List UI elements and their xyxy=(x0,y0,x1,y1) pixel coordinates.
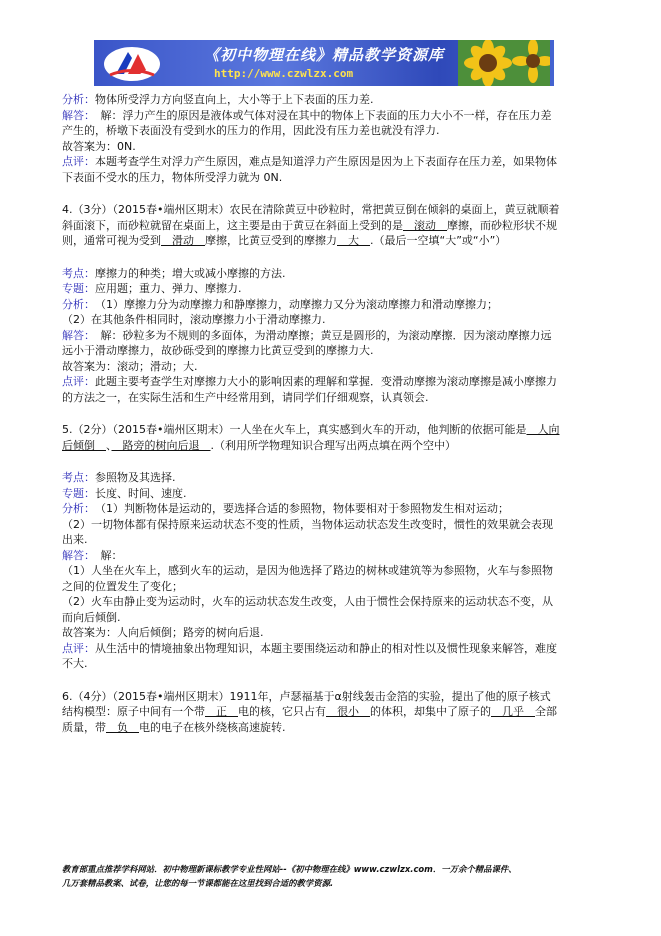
q5-solution-4: 而向后倾倒. xyxy=(62,610,121,624)
header-banner xyxy=(94,40,554,86)
q4-stem-2: 斜面滚下，而砂粒就留在桌面上，这主要是由于黄豆在斜面上受到的是 滚动 摩擦，而砂粒形状不规 xyxy=(62,218,557,232)
q5-comment-1: 点评：从生活中的情境抽象出物理知识，本题主要围绕运动和静止的相对性以及惯性现象来解答，难度 xyxy=(62,641,557,655)
q4-stem-1: 4.（3分）（2015春•端州区期末）农民在清除黄豆中砂粒时，常把黄豆倒在倾斜的桌面上，黄豆就顺着 xyxy=(62,203,560,216)
page-footer xyxy=(62,862,610,890)
q5-stem-1: 5.（2分）（2015春•端州区期末）一人坐在火车上，真实感到火车的开动，他判断的依据可能是 人向 xyxy=(62,423,560,436)
sunflower-icon xyxy=(458,40,550,86)
q6-blank-1: 正 xyxy=(205,705,238,718)
q5-solution-1: （1）人坐在火车上，感到火车的运动，是因为他选择了路边的树林或建筑等为参照物，火车与参照物 xyxy=(62,564,553,577)
q4-comment-1: 点评：此题主要考查学生对摩擦力大小的影响因素的理解和掌握．变滑动摩擦为滚动摩擦是减小摩擦力 xyxy=(62,375,557,388)
q5-solution-head: 解答： 解： xyxy=(62,548,123,562)
q5-solution-2: 之间的位置发生了变化； xyxy=(62,579,183,593)
q4-answer: 故答案为：滚动；滑动；大. xyxy=(62,359,198,373)
q5-analysis-1: 分析： （1）判断物体是运动的，要选择合适的参照物，物体要相对于参照物发生相对运动； xyxy=(62,502,509,515)
q3-comment-1: 点评：本题考查学生对浮力产生原因，难点是知道浮力产生原因是因为上下表面存在压力差，如果物体 xyxy=(62,155,557,168)
q5-stem-2: 后倾倒 、 路旁的树向后退 .（利用所学物理知识合理写出两点填在两个空中） xyxy=(62,438,456,452)
q5-kaodian: 考点：参照物及其选择. xyxy=(62,471,176,484)
q4-solution-1: 解答： 解：砂粒多为不规则的多面体，为滑动摩擦；黄豆是圆形的，为滚动摩擦．因为滚动摩擦力远 xyxy=(62,328,552,342)
q3-solution-1: 解答： 解：浮力产生的原因是液体或气体对浸在其中的物体上下表面的压力大小不一样，存在压力差 xyxy=(62,108,552,122)
q5-zhuanti: 专题：长度、时间、速度. xyxy=(62,486,187,500)
q6-blank-4: 负 xyxy=(106,720,139,734)
q5-analysis-3: 出来. xyxy=(62,533,88,546)
q5-blank-1a: 人向 xyxy=(526,423,560,436)
q3-answer: 故答案为：0N. xyxy=(62,139,136,153)
q5-solution-3: （2）火车由静止变为运动时，火车的运动状态发生改变，人由于惯性会保持原来的运动状态不变，从 xyxy=(62,595,553,608)
site-logo-icon xyxy=(102,44,162,84)
q4-zhuanti: 专题：应用题；重力、弹力、摩擦力. xyxy=(62,282,242,295)
q5-answer: 故答案为：人向后倾倒；路旁的树向后退. xyxy=(62,626,264,639)
q6-blank-2: 很小 xyxy=(326,705,370,718)
q4-blank-1: 滚动 xyxy=(403,218,447,232)
footer-line-2: 几万套精品教案、试卷，让您的每一节课都能在这里找到合适的教学资源. xyxy=(62,878,334,888)
q4-analysis-1: 分析： （1）摩擦力分为动摩擦力和静摩擦力，动摩擦力又分为滚动摩擦力和滑动摩擦力； xyxy=(62,297,498,311)
footer-line-1: 教育部重点推荐学科网站．初中物理新课标教学专业性网站--《初中物理在线》www.czwlzx.com．一万余个精品课件、 xyxy=(62,864,517,874)
q4-comment-2: 的方法之一，在实际生活和生产中经常用到，请同学们仔细观察，认真领会. xyxy=(62,390,429,404)
q5-comment-2: 不大. xyxy=(62,657,88,670)
q5-analysis-2: （2）一切物体都有保持原来运动状态不变的性质，当物体运动状态发生改变时，惯性的效果就会表现 xyxy=(62,517,553,531)
q6-stem-3: 质量，带 负 电的电子在核外绕核高速旋转. xyxy=(62,720,286,734)
q4-blank-2: 滑动 xyxy=(161,234,205,247)
q5-blank-1b: 后倾倒 xyxy=(62,438,106,452)
q6-stem-1: 6.（4分）（2015春•端州区期末）1911年，卢瑟福基于α射线轰击金箔的实验，提出了他的原子核式 xyxy=(62,689,551,703)
document-body xyxy=(62,92,610,735)
q3-comment-2: 下表面不受水的压力，物体所受浮力就为 0N. xyxy=(62,170,283,184)
q3-solution-2: 产生的，桥墩下表面没有受到水的压力的作用，因此没有压力差也就没有浮力. xyxy=(62,124,440,137)
q6-blank-3: 几乎 xyxy=(491,705,535,718)
q4-solution-2: 远小于滑动摩擦力，故砂砾受到的摩擦力比黄豆受到的摩擦力大. xyxy=(62,344,374,357)
banner-title: 《初中物理在线》精品教学资源库 xyxy=(203,46,444,64)
q6-stem-2: 结构模型：原子中间有一个带 正 电的核，它只占有 很小 的体积，却集中了原子的 几乎 全部 xyxy=(62,705,557,718)
banner-url: http://www.czwlzx.com xyxy=(214,67,354,80)
q4-blank-3: 大 xyxy=(337,234,370,247)
q5-blank-2: 路旁的树向后退 xyxy=(111,438,211,452)
q3-analysis: 分析：物体所受浮力方向竖直向上，大小等于上下表面的压力差. xyxy=(62,93,374,106)
q4-analysis-2: （2）在其他条件相同时，滚动摩擦力小于滑动摩擦力. xyxy=(62,313,326,326)
q4-stem-3: 则，通常可视为受到 滑动 摩擦，比黄豆受到的摩擦力 大 .（最后一空填“大”或“小”） xyxy=(62,234,507,247)
q4-kaodian: 考点：摩擦力的种类；增大或减小摩擦的方法. xyxy=(62,266,286,280)
